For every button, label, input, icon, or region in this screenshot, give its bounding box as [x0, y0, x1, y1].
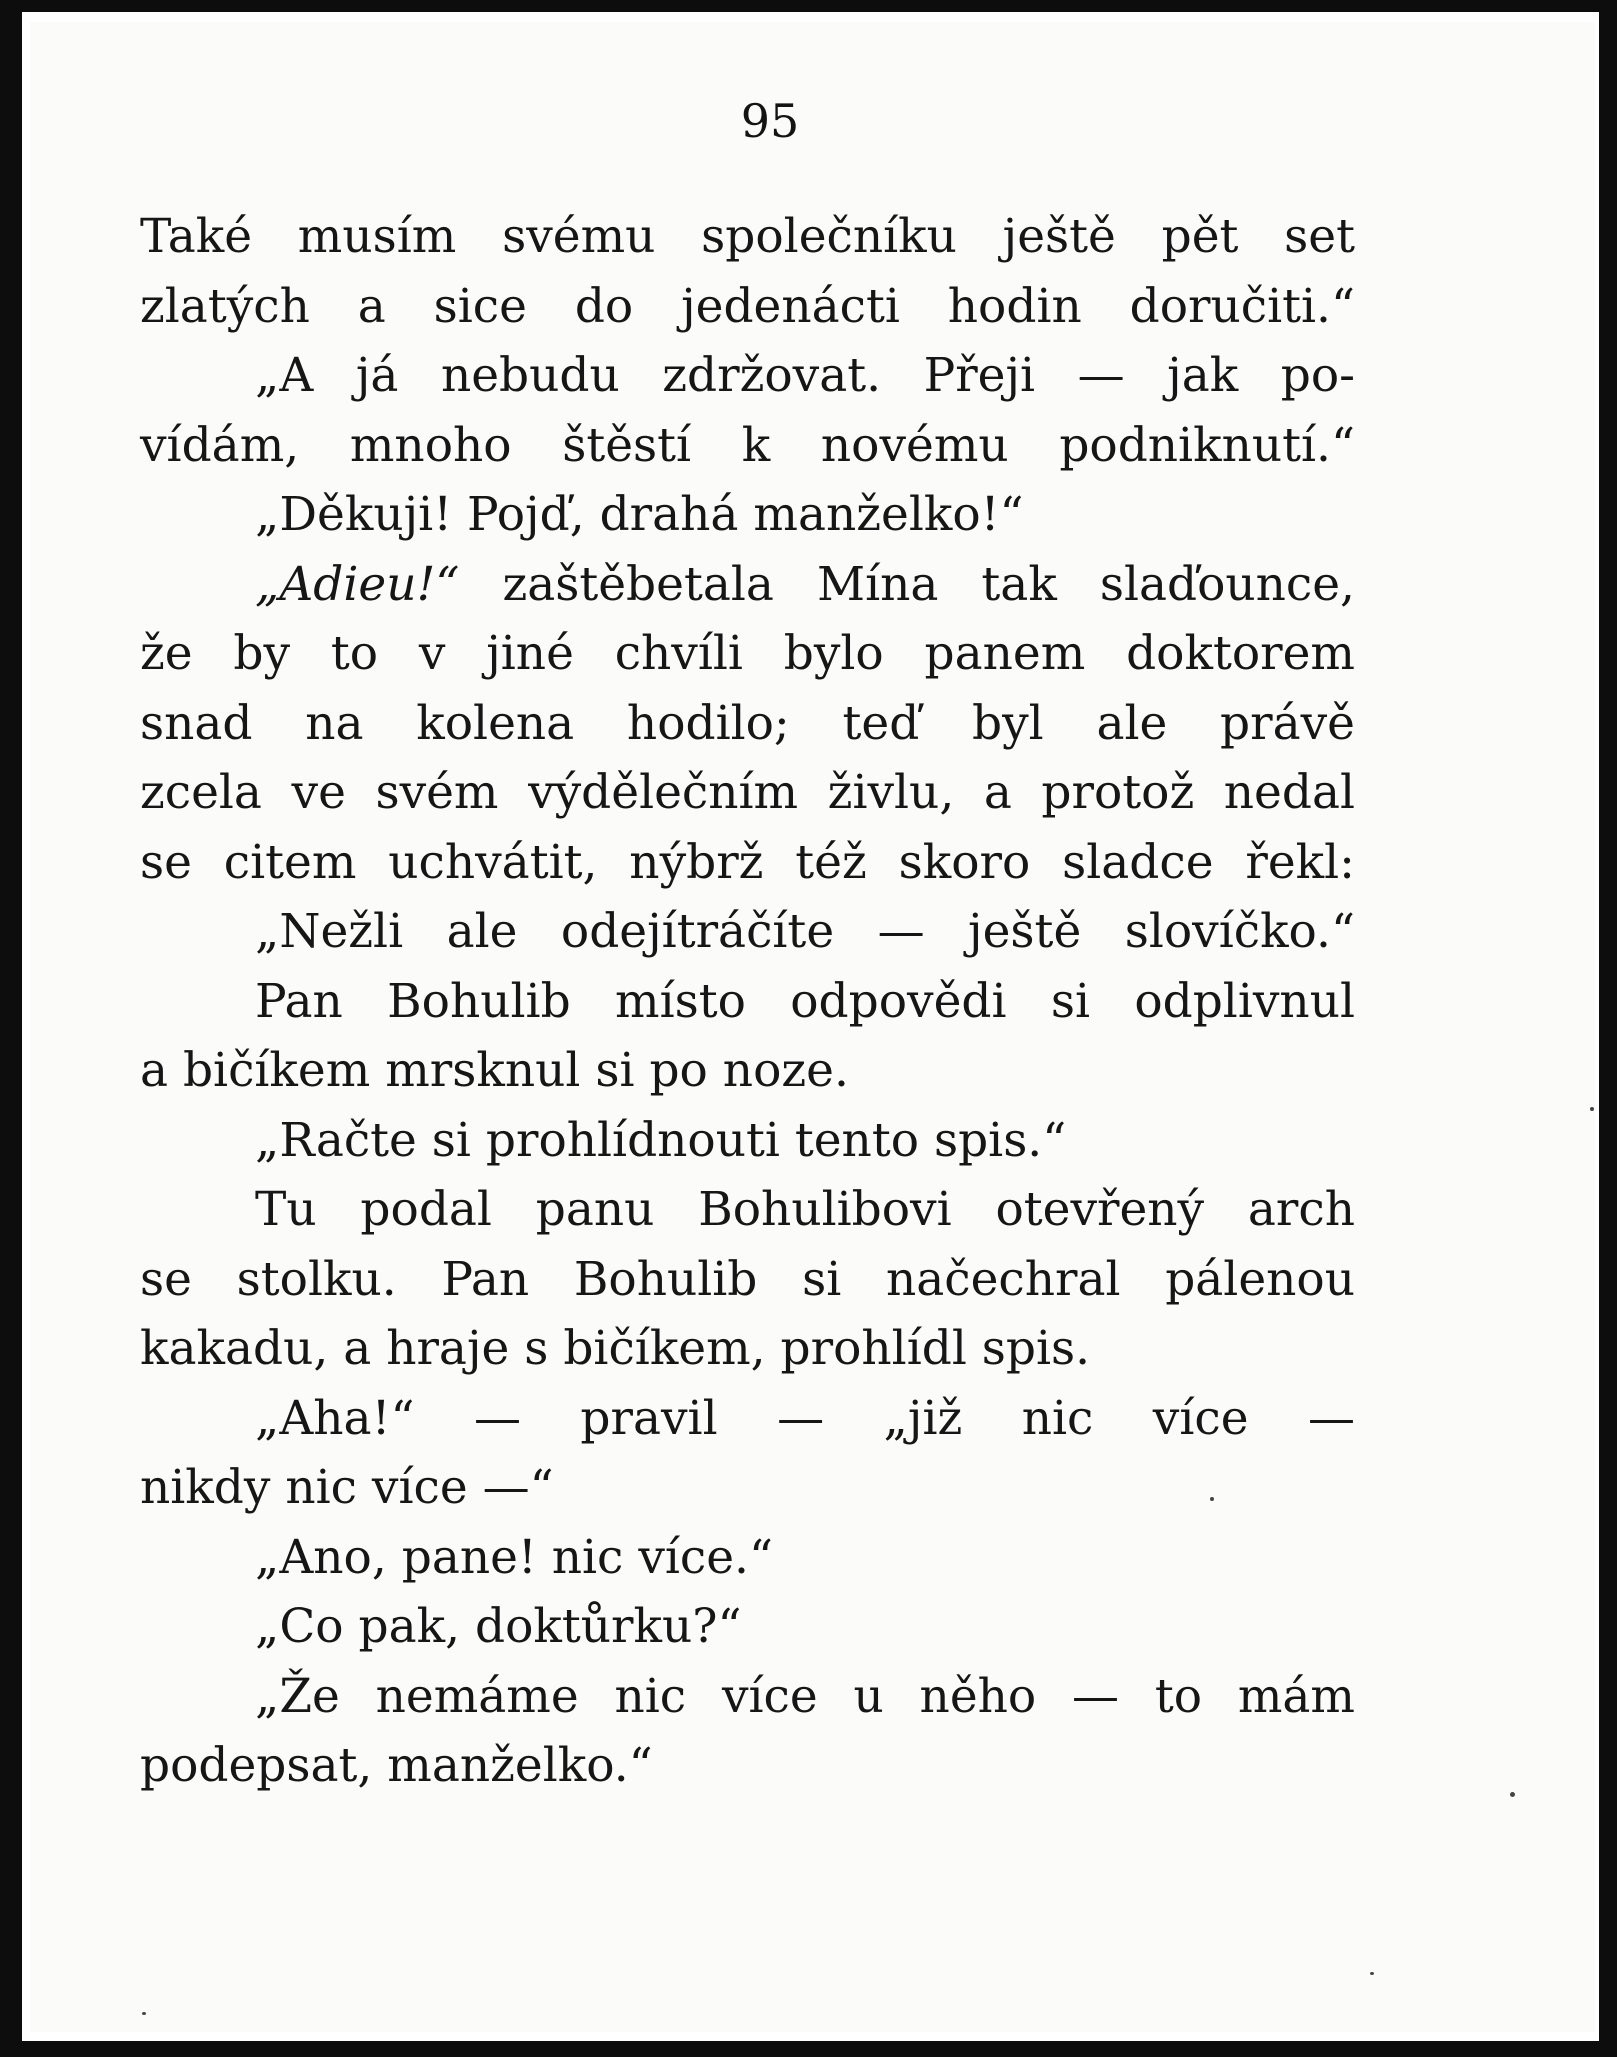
text-line-3: „A já nebudu zdržovat. Přeji — jak po- — [255, 348, 1355, 403]
scan-speck — [142, 2012, 146, 2015]
italic-exclamation: „Adieu!“ — [255, 556, 460, 612]
text-line-6-rest: zaštěbetala Mína tak slaďounce, — [502, 556, 1355, 612]
scan-speck — [1510, 1792, 1515, 1797]
text-line-15: Tu podal panu Bohulibovi otevřený arch — [255, 1182, 1355, 1237]
body-text — [140, 202, 1355, 1801]
text-line-11: „Nežli ale odejítráčíte — ještě slovíčko.“ — [255, 904, 1355, 959]
scan-speck — [1590, 1107, 1594, 1111]
text-line-12: Pan Bohulib místo odpovědi si odplivnul — [255, 973, 1355, 1029]
text-line-18: „Aha!“ — pravil — „již nic více — — [255, 1390, 1355, 1446]
text-line-5: „Děkuji! Pojď, drahá manželko!“ — [255, 487, 1024, 542]
book-page — [30, 22, 1595, 2032]
text-line-8: snad na kolena hodilo; teď byl ale právě — [140, 695, 1355, 751]
text-line-9: zcela ve svém výdělečním živlu, a protož nedal — [140, 765, 1355, 820]
text-line-10: se citem uchvátit, nýbrž též skoro sladce řekl: — [140, 834, 1355, 890]
text-line-22: „Že nemáme nic více u něho — to mám — [255, 1668, 1355, 1724]
text-line-1: Také musím svému společníku ještě pět set — [140, 209, 1355, 264]
scan-speck — [1370, 1972, 1374, 1975]
text-line-17: kakadu, a hraje s bičíkem, prohlídl spis. — [140, 1321, 1091, 1376]
page-number: 95 — [740, 94, 800, 148]
text-line-20: „Ano, pane! nic více.“ — [255, 1529, 774, 1585]
scan-speck — [1210, 1497, 1214, 1501]
text-line-14: „Račte si prohlídnouti tento spis.“ — [255, 1112, 1067, 1168]
text-line-13: a bičíkem mrsknul si po noze. — [140, 1043, 849, 1098]
text-line-6 — [140, 550, 1355, 620]
text-line-7: že by to v jiné chvíli bylo panem doktorem — [140, 626, 1355, 681]
text-line-19: nikdy nic více —“ — [140, 1460, 554, 1515]
text-line-21: „Co pak, doktůrku?“ — [255, 1599, 742, 1654]
text-line-23: podepsat, manželko.“ — [140, 1738, 653, 1793]
text-line-2: zlatých a sice do jedenácti hodin doručiti.“ — [140, 278, 1355, 334]
text-line-4: vídám, mnoho štěstí k novému podniknutí.“ — [140, 417, 1355, 473]
text-line-16: se stolku. Pan Bohulib si načechral pálenou — [140, 1251, 1355, 1307]
